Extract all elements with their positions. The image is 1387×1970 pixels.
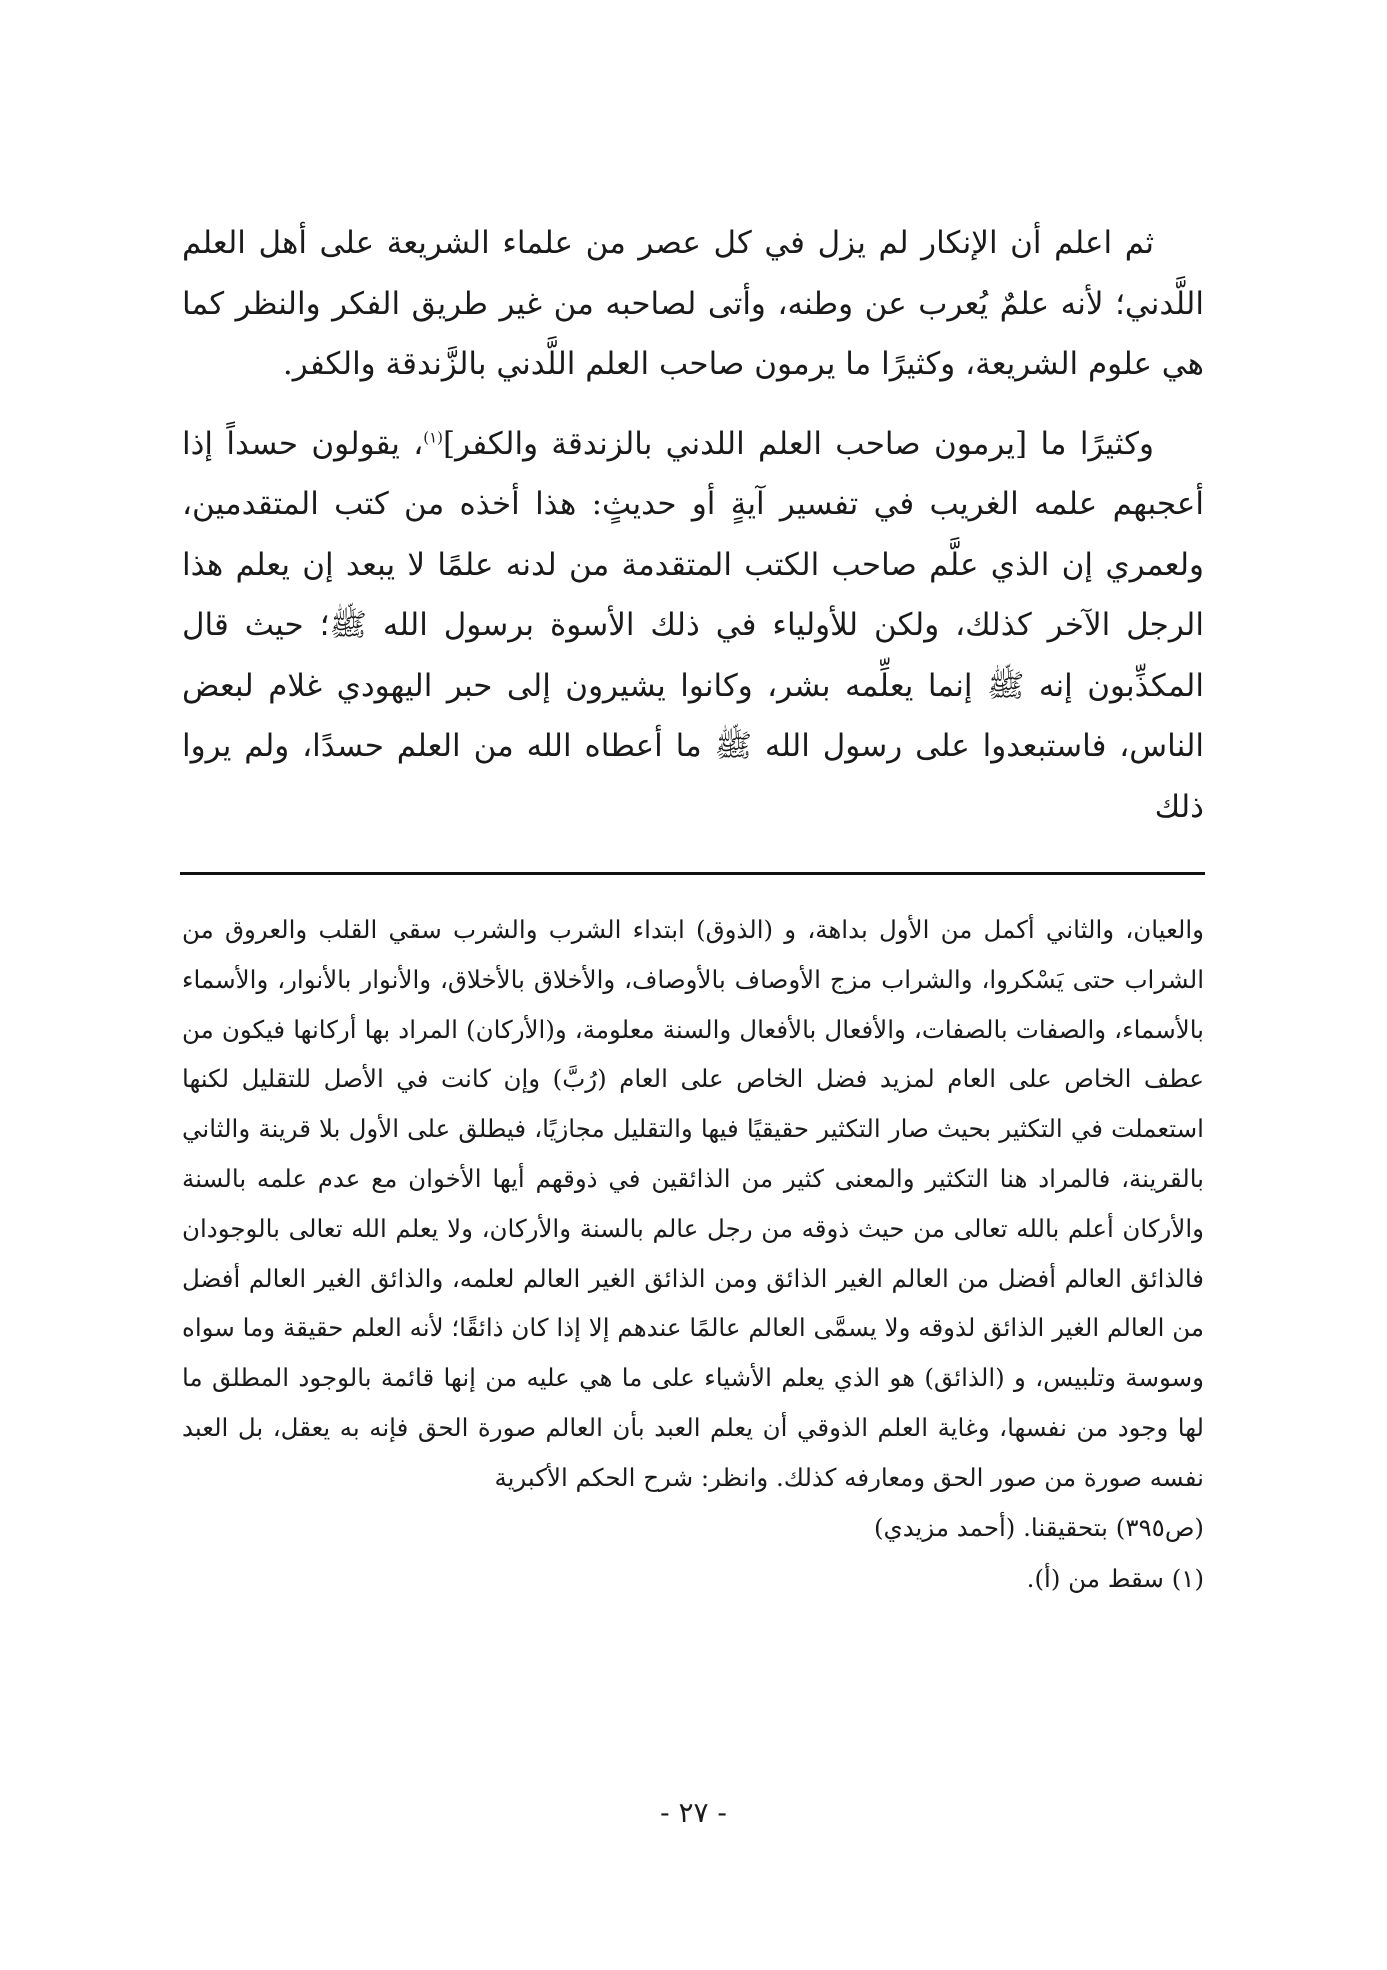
page-number: - ٢٧ -	[660, 1796, 727, 1829]
paragraph-2-continuation: ، يقولون حسداً إذا أعجبهم علمه الغريب في تفسير آيةٍ أو حديثٍ: هذا أخذه من كتب المتقدمين، ولعمري إن الذي علَّم صاحب الكتب المتقدمة من لدنه علمًا لا يبعد إن يعلم هذا الرجل الآخر كذلك، ولكن للأولياء في ذلك الأسوة برسول الله ﷺ؛ حيث قال المكذِّبون إنه ﷺ إنما يعلِّمه بشر، وكانوا يشيرون إلى حبر اليهودي غلام لبعض الناس، فاستبعدوا على رسول الله ﷺ ما أعطاه الله من العلم حسدًا، ولم يروا ذلك	[182, 425, 1204, 825]
footnote-divider	[180, 872, 1205, 875]
body-paragraph-1: ثم اعلم أن الإنكار لم يزل في كل عصر من علماء الشريعة على أهل العلم اللَّدني؛ لأنه علمٌ يُعرب عن وطنه، وأتى لصاحبه من غير طريق الفكر والنظر كما هي علوم الشريعة، وكثيرًا ما يرمون صاحب العلم اللَّدني بالزَّندقة والكفر.	[182, 225, 1204, 382]
footnotes-section	[182, 905, 1204, 1604]
footnote-1: (١) سقط من (أ).	[1026, 1564, 1204, 1594]
paragraph-2-opening: وكثيرًا ما [يرمون صاحب العلم اللدني بالزندقة والكفر]	[443, 425, 1154, 462]
footnote-continued: والعيان، والثاني أكمل من الأول بداهة، و (الذوق) ابتداء الشرب والشرب سقي القلب والعروق من الشراب حتى يَسْكروا، والشراب مزج الأوصاف بالأوصاف، والأخلاق بالأخلاق، والأنوار بالأنوار، والأسماء بالأسماء، والصفات بالصفات، والأفعال بالأفعال والسنة معلومة، و(الأركان) المراد بها أركانها فيكون من عطف الخاص على العام لمزيد فضل الخاص على العام (رُبَّ) وإن كانت في الأصل للتقليل لكنها استعملت في التكثير بحيث صار التكثير حقيقيًا فيها والتقليل مجازيًا، فيطلق على الأول بلا قرينة والثاني بالقرينة، فالمراد هنا التكثير والمعنى كثير من الذائقين في ذوقهم أيها الأخوان مع عدم علمه بالسنة والأركان أعلم بالله تعالى من حيث ذوقه من رجل عالم بالسنة والأركان، ولا يعلم الله تعالى بالوجودان فالذائق العالم أفضل من العالم الغير الذائق ومن الذائق الغير العالم لعلمه، والذائق الغير العالم أفضل من العالم الغير الذائق لذوقه ولا يسمَّى العالم عالمًا عندهم إلا إذا كان ذائقًا؛ لأنه العلم حقيقة وما سواه وسوسة وتلبيس، و (الذائق) هو الذي يعلم الأشياء على ما هي عليه من إنها قائمة بالوجود المطلق ما لها وجود من نفسها، وغاية العلم الذوقي أن يعلم العبد بأن العالم صورة الحق فإنه به يعقل، بل العبد نفسه صورة من صور الحق ومعارفه كذلك. وانظر: شرح الحكم الأكبرية	[182, 915, 1204, 1492]
body-paragraph-2	[182, 414, 1204, 838]
main-text	[182, 213, 1204, 837]
footnote-reference-mark: (١)	[423, 428, 444, 447]
footnote-continued-end: (ص٣٩٥) بتحقيقنا. (أحمد مزيدي)	[873, 1512, 1204, 1542]
